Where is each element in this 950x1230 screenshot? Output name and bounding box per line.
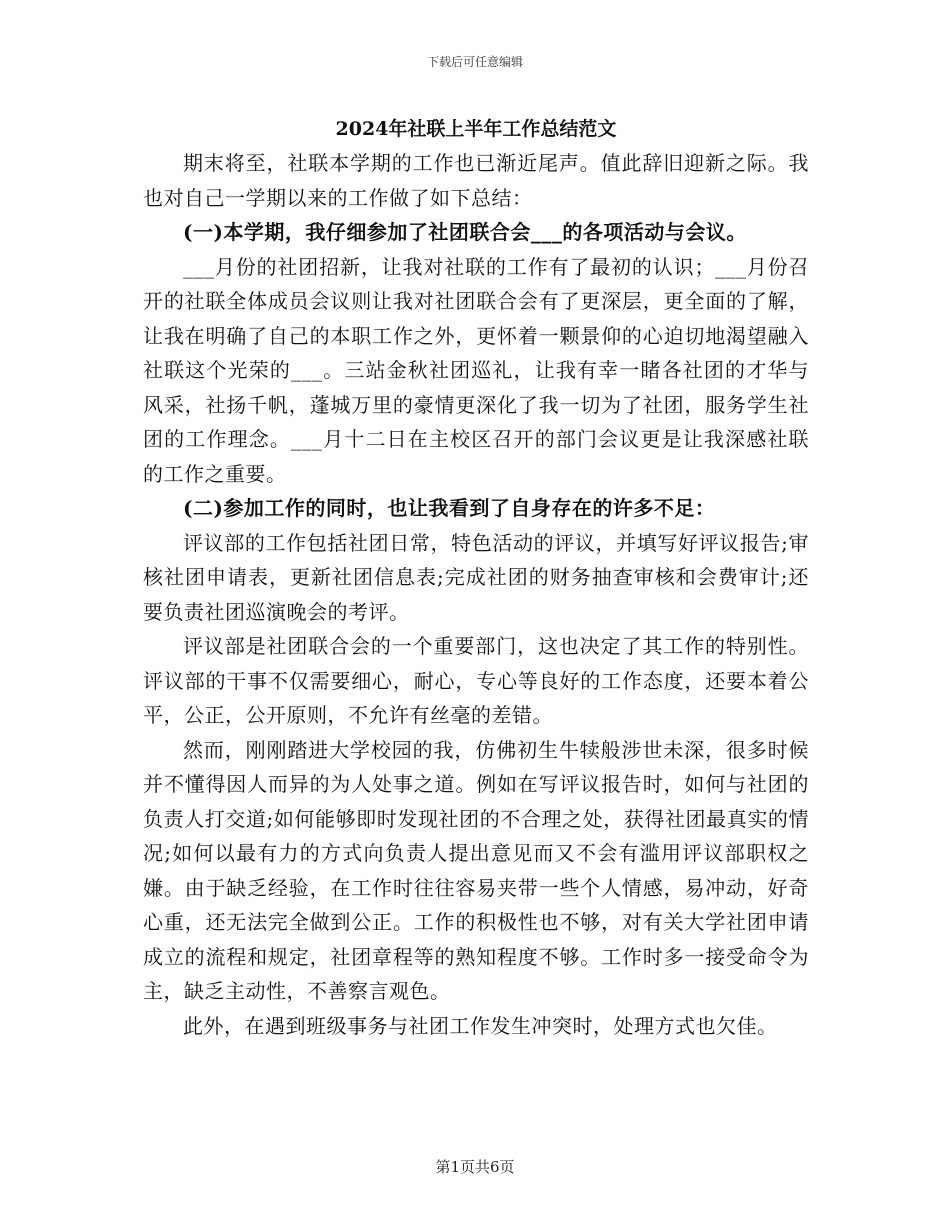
paragraph-shortcomings: 然而，刚刚踏进大学校园的我，仿佛初生牛犊般涉世未深，很多时候并不懂得因人而异的为人处事之道。例如在写评议报告时，如何与社团的负责人打交道;如何能够即时发现社团的不合理之处，获得社团最真实的情况;如何以最有力的方式向负责人提出意见而又不会有滥用评议部职权之嫌。由于缺乏经验，在工作时往往容易夹带一些个人情感，易冲动，好奇心重，还无法完全做到公正。工作的积极性也不够，对有关大学社团申请成立的流程和规定，社团章程等的熟知程度不够。工作时多一接受命令为主，缺乏主动性，不善察言观色。 bbox=[143, 737, 809, 1003]
paragraph-duties: 评议部的工作包括社团日常，特色活动的评议，并填写好评议报告;审核社团申请表，更新社团信息表;完成社团的财务抽查审核和会费审计;还要负责社团巡演晚会的考评。 bbox=[143, 530, 809, 624]
page-footer: 第1页共6页 bbox=[435, 1158, 515, 1176]
paragraph-intro: 期末将至，社联本学期的工作也已渐近尾声。值此辞旧迎新之际。我也对自己一学期以来的工作做了如下总结： bbox=[143, 151, 809, 210]
section-heading-2: (二)参加工作的同时，也让我看到了自身存在的许多不足： bbox=[183, 496, 716, 520]
paragraph-activities: ___月份的社团招新，让我对社联的工作有了最初的认识；___月份召开的社联全体成员会议则让我对社团联合会有了更深层，更全面的了解，让我在明确了自己的本职工作之外，更怀着一颗景仰的心迫切地渴望融入社联这个光荣的___。三站金秋社团巡礼，让我有幸一睹各社团的才华与风采，社扬千帆，蓬城万里的豪情更深化了我一切为了社团，服务学生社团的工作理念。___月十二日在主校区召开的部门会议更是让我深感社联的工作之重要。 bbox=[143, 254, 809, 486]
paragraph-conflict: 此外，在遇到班级事务与社团工作发生冲突时，处理方式也欠佳。 bbox=[183, 1013, 778, 1038]
document-body bbox=[143, 112, 809, 1043]
document-title: 2024年社联上半年工作总结范文 bbox=[335, 118, 617, 140]
paragraph-importance: 评议部是社团联合会的一个重要部门，这也决定了其工作的特别性。评议部的干事不仅需要细心，耐心，专心等良好的工作态度，还要本着公平，公正，公开原则，不允许有丝毫的差错。 bbox=[143, 634, 809, 727]
header-note: 下载后可任意编辑 bbox=[426, 55, 523, 69]
section-heading-1: (一)本学期，我仔细参加了社团联合会___的各项活动与会议。 bbox=[183, 220, 747, 244]
